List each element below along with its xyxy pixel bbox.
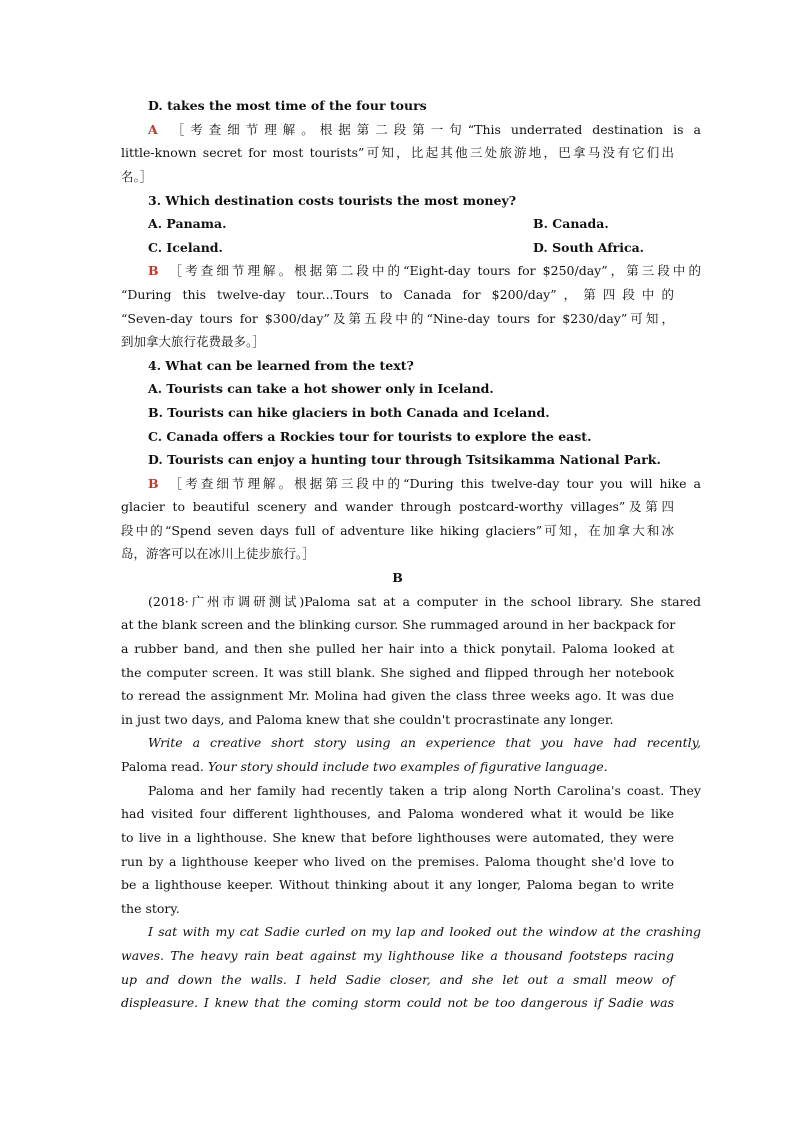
- option-d-line: D. takes the most time of the four tours: [148, 98, 427, 113]
- answer-explanation: [148, 472, 701, 496]
- passage-line: Paloma and her family had recently taken a trip along North Carolina's coast. They: [148, 783, 701, 798]
- explanation-line: little-known secret for most tourists”可知，比起其他三处旅游地，巴拿马没有它们出: [121, 145, 674, 160]
- passage-line: had visited four different lighthouses, and Paloma wondered what it would be like: [121, 806, 674, 821]
- passage-line: [121, 755, 674, 779]
- passage-text: Paloma read.: [121, 759, 204, 774]
- answer-letter: B: [148, 476, 159, 491]
- explanation-line: 名。］: [121, 169, 153, 184]
- explanation-text: ［考查细节理解。根据第三段中的“During this twelve-day tour you will hike a: [166, 476, 701, 491]
- option-b: B. Canada.: [533, 216, 609, 231]
- section-heading: B: [392, 570, 403, 585]
- explanation-text: ［考查细节理解。根据第二段中的“Eight-day tours for $250/day”，第三段中的: [166, 263, 701, 278]
- option-d: D. Tourists can enjoy a hunting tour through Tsitsikamma National Park.: [148, 452, 661, 467]
- explanation-line: 到加拿大旅行花费最多。］: [121, 334, 265, 349]
- option-c: C. Iceland.: [148, 240, 223, 255]
- passage-line-italic: Write a creative short story using an experience that you have had recently,: [148, 735, 701, 750]
- passage-text-italic: Your story should include two examples of figurative language.: [203, 759, 608, 774]
- passage-line-italic: displeasure. I knew that the coming storm could not be too dangerous if Sadie was: [121, 995, 674, 1010]
- question-4: 4. What can be learned from the text?: [148, 358, 414, 373]
- answer-letter: A: [148, 122, 158, 137]
- explanation-line: “During this twelve-day tour...Tours to Canada for $200/day”，第四段中的: [121, 287, 674, 302]
- question-3-options-row2: [148, 236, 701, 260]
- option-a: A. Tourists can take a hot shower only in Iceland.: [148, 381, 494, 396]
- passage-line-italic: I sat with my cat Sadie curled on my lap and looked out the window at the crashing: [148, 924, 701, 939]
- passage-line: the computer screen. It was still blank. She sighed and flipped through her notebook: [121, 665, 674, 680]
- passage-line: to reread the assignment Mr. Molina had given the class three weeks ago. It was due: [121, 688, 674, 703]
- answer-letter: B: [148, 263, 159, 278]
- answer-explanation: [148, 118, 701, 142]
- passage-line: (2018·广州市调研测试)Paloma sat at a computer in the school library. She stared: [148, 594, 701, 609]
- answer-explanation: [148, 259, 701, 283]
- passage-line-italic: waves. The heavy rain beat against my lighthouse like a thousand footsteps racing: [121, 948, 674, 963]
- passage-line: at the blank screen and the blinking cursor. She rummaged around in her backpack for: [121, 617, 676, 632]
- passage-line-italic: up and down the walls. I held Sadie closer, and she let out a small meow of: [121, 972, 674, 987]
- explanation-line: 岛，游客可以在冰川上徒步旅行。］: [121, 546, 315, 561]
- explanation-line: glacier to beautiful scenery and wander through postcard-worthy villages”及第四: [121, 499, 674, 514]
- passage-line: be a lighthouse keeper. Without thinking about it any longer, Paloma began to write: [121, 877, 674, 892]
- option-b: B. Tourists can hike glaciers in both Canada and Iceland.: [148, 405, 550, 420]
- explanation-line: 段中的“Spend seven days full of adventure like hiking glaciers”可知，在加拿大和冰: [121, 523, 674, 538]
- passage-line: the story.: [121, 901, 180, 916]
- option-c: C. Canada offers a Rockies tour for tourists to explore the east.: [148, 429, 592, 444]
- option-d: D. South Africa.: [533, 240, 645, 255]
- explanation-line: “Seven-day tours for $300/day”及第五段中的“Nine-day tours for $230/day”可知，: [121, 311, 674, 326]
- question-3: 3. Which destination costs tourists the most money?: [148, 193, 517, 208]
- passage-line: a rubber band, and then she pulled her hair into a thick ponytail. Paloma looked at: [121, 641, 674, 656]
- option-a: A. Panama.: [148, 216, 227, 231]
- question-3-options-row1: [148, 212, 701, 236]
- passage-line: in just two days, and Paloma knew that she couldn't procrastinate any longer.: [121, 712, 614, 727]
- passage-line: run by a lighthouse keeper who lived on the premises. Paloma thought she'd love to: [121, 854, 674, 869]
- passage-line: to live in a lighthouse. She knew that before lighthouses were automated, they were: [121, 830, 674, 845]
- explanation-text: ［考查细节理解。根据第二段第一句“This underrated destination is a: [165, 122, 701, 137]
